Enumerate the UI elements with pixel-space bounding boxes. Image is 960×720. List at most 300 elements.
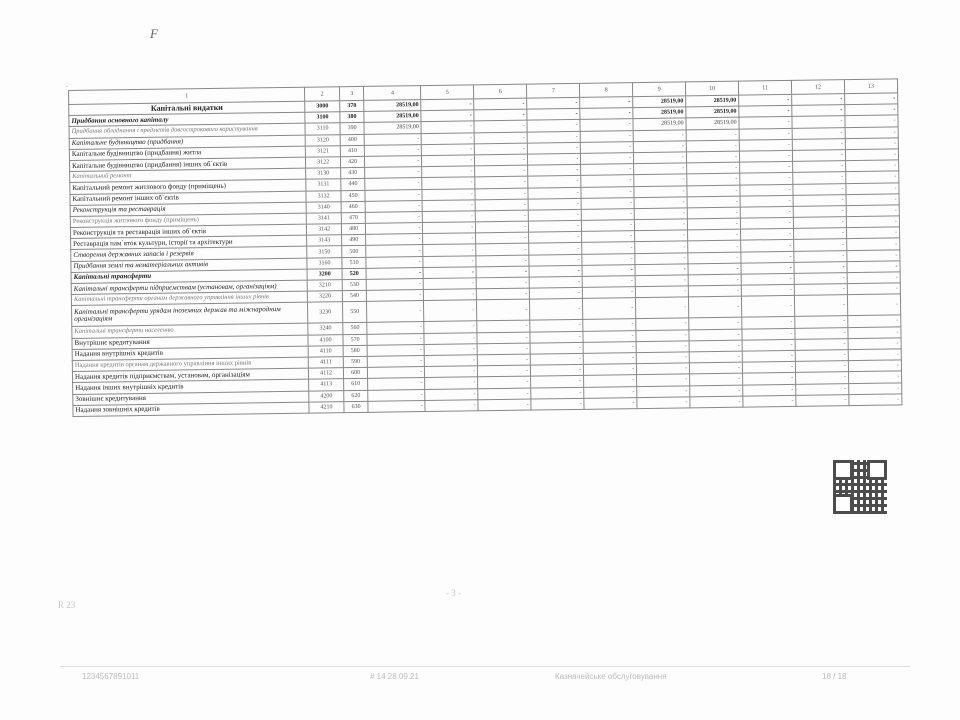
value-cell: - xyxy=(423,255,476,267)
value-cell: 28519,00 xyxy=(364,122,421,134)
value-cell: - xyxy=(742,339,795,351)
value-cell: - xyxy=(423,267,476,279)
economic-code: 3240 xyxy=(308,323,343,335)
value-cell: - xyxy=(528,198,581,210)
line-code: 610 xyxy=(343,379,368,391)
value-cell: - xyxy=(689,340,742,352)
value-cell: - xyxy=(365,167,422,179)
value-cell: - xyxy=(365,189,422,201)
value-cell: - xyxy=(689,296,742,318)
value-cell: - xyxy=(423,222,476,234)
value-cell: - xyxy=(581,208,634,220)
value-cell: - xyxy=(795,338,848,350)
value-cell: - xyxy=(845,93,898,105)
value-cell: - xyxy=(848,371,901,383)
value-cell: - xyxy=(475,165,528,177)
value-cell: - xyxy=(582,253,635,265)
value-cell: - xyxy=(475,199,528,211)
value-cell: - xyxy=(366,245,423,257)
value-cell: - xyxy=(474,132,527,144)
row-label: Реконструкція та реставрація інших об`єктів xyxy=(70,224,306,238)
value-cell: - xyxy=(792,138,845,150)
value-cell: - xyxy=(476,255,529,267)
value-cell: - xyxy=(794,228,847,240)
value-cell: - xyxy=(421,99,474,111)
value-cell: - xyxy=(529,276,582,288)
value-cell: - xyxy=(846,205,899,217)
value-cell: - xyxy=(792,105,845,117)
value-cell: - xyxy=(581,186,634,198)
value-cell: - xyxy=(531,387,584,399)
line-code: 570 xyxy=(343,334,368,346)
value-cell: - xyxy=(527,131,580,143)
column-header: 4 xyxy=(364,86,421,101)
value-cell: - xyxy=(741,240,794,252)
value-cell: - xyxy=(528,187,581,199)
value-cell: - xyxy=(529,220,582,232)
value-cell: - xyxy=(743,373,796,385)
row-label: Внутрішнє кредитування xyxy=(72,335,308,349)
value-cell: - xyxy=(531,376,584,388)
value-cell: - xyxy=(794,295,847,317)
value-cell: - xyxy=(845,104,898,116)
value-cell: - xyxy=(795,316,848,328)
value-cell: - xyxy=(581,164,634,176)
line-code: 540 xyxy=(342,291,367,303)
value-cell: - xyxy=(847,261,900,273)
value-cell: - xyxy=(530,353,583,365)
value-cell: - xyxy=(794,250,847,262)
value-cell: - xyxy=(845,115,898,127)
value-cell: - xyxy=(422,166,475,178)
value-cell: - xyxy=(478,365,531,377)
value-cell: - xyxy=(792,94,845,106)
column-header: 7 xyxy=(527,83,580,98)
line-code: 380 xyxy=(340,112,365,124)
value-cell: - xyxy=(368,355,425,367)
value-cell: - xyxy=(793,183,846,195)
line-code: 450 xyxy=(341,190,366,202)
faded-text: R 23 xyxy=(58,600,76,610)
value-cell: - xyxy=(847,250,900,262)
value-cell: - xyxy=(424,300,477,322)
value-cell: - xyxy=(477,343,530,355)
value-cell: - xyxy=(582,276,635,288)
value-cell: - xyxy=(424,332,477,344)
value-cell: 28519,00 xyxy=(686,106,739,118)
value-cell: - xyxy=(637,397,690,409)
column-header: 13 xyxy=(844,79,897,94)
value-cell: - xyxy=(688,285,741,297)
value-cell: - xyxy=(848,338,901,350)
value-cell: - xyxy=(793,194,846,206)
value-cell: - xyxy=(365,144,422,156)
value-cell: - xyxy=(582,264,635,276)
value-cell: - xyxy=(687,207,740,219)
line-code: 490 xyxy=(341,235,366,247)
row-label: Капітальні трансферти населенню xyxy=(72,324,308,338)
value-cell: - xyxy=(581,153,634,165)
value-cell: - xyxy=(635,241,688,253)
value-cell: - xyxy=(477,332,530,344)
value-cell: - xyxy=(848,315,901,327)
value-cell: - xyxy=(636,352,689,364)
value-cell: - xyxy=(636,318,689,330)
line-code: 520 xyxy=(342,268,367,280)
value-cell: - xyxy=(476,210,529,222)
value-cell: - xyxy=(741,262,794,274)
value-cell: - xyxy=(476,221,529,233)
economic-code: 3230 xyxy=(308,302,343,323)
value-cell: - xyxy=(796,372,849,384)
value-cell: - xyxy=(635,264,688,276)
row-label: Капітальні видатки xyxy=(69,101,305,115)
value-cell: - xyxy=(740,195,793,207)
value-cell: - xyxy=(365,178,422,190)
line-code: 560 xyxy=(343,323,368,335)
value-cell: - xyxy=(690,373,743,385)
value-cell: - xyxy=(846,227,899,239)
value-cell: - xyxy=(366,267,423,279)
table-container xyxy=(68,78,903,470)
value-cell: - xyxy=(633,129,686,141)
row-label: Надання інших внутрішніх кредитів xyxy=(73,379,309,393)
economic-code: 3120 xyxy=(305,134,340,146)
value-cell: - xyxy=(531,398,584,410)
value-cell: - xyxy=(846,216,899,228)
value-cell: - xyxy=(580,108,633,120)
economic-code: 3100 xyxy=(305,112,340,124)
budget-table xyxy=(68,78,902,416)
row-label: Зовнішнє кредитування xyxy=(73,391,309,405)
row-label: Надання зовнішніх кредитів xyxy=(73,402,309,416)
value-cell: - xyxy=(364,133,421,145)
value-cell: - xyxy=(742,350,795,362)
line-code: 620 xyxy=(344,390,369,402)
row-label: Капітальне будівництво (придбання) інших об`єктів xyxy=(69,157,305,171)
column-header: 9 xyxy=(633,82,686,97)
value-cell: - xyxy=(421,121,474,133)
value-cell: - xyxy=(477,288,530,300)
value-cell: - xyxy=(423,233,476,245)
row-label: Реконструкція та реставрація xyxy=(70,202,306,216)
value-cell: - xyxy=(422,200,475,212)
footer-page: 18 / 18 xyxy=(822,672,847,681)
economic-code: 4110 xyxy=(308,345,343,357)
value-cell: - xyxy=(584,397,637,409)
value-cell: - xyxy=(795,350,848,362)
value-cell: - xyxy=(845,138,898,150)
value-cell: - xyxy=(743,395,796,407)
value-cell: - xyxy=(368,389,425,401)
economic-code: 3141 xyxy=(307,213,342,225)
value-cell: - xyxy=(425,377,478,389)
value-cell: - xyxy=(583,319,636,331)
column-header: 2 xyxy=(305,87,340,101)
value-cell: - xyxy=(636,329,689,341)
footer-date: # 14 28.09.21 xyxy=(370,672,419,681)
column-header: 6 xyxy=(474,84,527,99)
value-cell: - xyxy=(476,232,529,244)
value-cell: - xyxy=(635,230,688,242)
value-cell: - xyxy=(583,287,636,299)
row-label: Капітальні трансферти урядам іноземних держав та міжнародним організаціям xyxy=(72,303,309,327)
line-code: 390 xyxy=(340,123,365,135)
economic-code: 3000 xyxy=(305,101,340,113)
economic-code: 3130 xyxy=(306,168,341,180)
row-label: Капітальний ремонт інших об`єктів xyxy=(70,191,306,205)
value-cell: - xyxy=(793,206,846,218)
value-cell: - xyxy=(530,299,583,321)
economic-code: 3210 xyxy=(307,280,342,292)
value-cell: - xyxy=(475,154,528,166)
value-cell: - xyxy=(424,289,477,301)
value-cell: - xyxy=(687,173,740,185)
value-cell: - xyxy=(793,161,846,173)
line-code: 470 xyxy=(341,212,366,224)
line-code: 460 xyxy=(341,201,366,213)
value-cell: - xyxy=(795,361,848,373)
value-cell: - xyxy=(687,185,740,197)
value-cell: - xyxy=(422,155,475,167)
value-cell: - xyxy=(688,241,741,253)
value-cell: - xyxy=(633,141,686,153)
value-cell: - xyxy=(475,143,528,155)
value-cell: 28519,00 xyxy=(686,95,739,107)
value-cell: - xyxy=(583,330,636,342)
economic-code: 4112 xyxy=(309,368,344,380)
row-label: Надання кредитів підприємствам, установам, організаціям xyxy=(72,368,308,382)
value-cell: - xyxy=(845,149,898,161)
value-cell: - xyxy=(635,286,688,298)
handwritten-mark: F xyxy=(150,26,158,41)
row-label: Капітальний ремонт житлового фонду (приміщень) xyxy=(70,179,306,193)
value-cell: - xyxy=(795,327,848,339)
value-cell: - xyxy=(367,290,424,302)
value-cell: 28519,00 xyxy=(364,111,421,123)
value-cell: - xyxy=(367,279,424,291)
value-cell: - xyxy=(686,140,739,152)
value-cell: - xyxy=(423,211,476,223)
column-header: 5 xyxy=(421,85,474,100)
value-cell: - xyxy=(581,175,634,187)
value-cell: - xyxy=(794,284,847,296)
value-cell: - xyxy=(635,275,688,287)
economic-code: 4100 xyxy=(308,334,343,346)
value-cell: - xyxy=(794,261,847,273)
value-cell: - xyxy=(689,329,742,341)
economic-code: 4111 xyxy=(309,357,344,369)
value-cell: - xyxy=(582,220,635,232)
value-cell: - xyxy=(580,141,633,153)
value-cell: - xyxy=(584,375,637,387)
value-cell: - xyxy=(366,223,423,235)
row-label: Надання кредитів органам державного управління інших рівнів xyxy=(72,357,308,371)
value-cell: - xyxy=(474,98,527,110)
row-label: Капітальне будівництво (придбання) житла xyxy=(69,146,305,160)
line-code: 480 xyxy=(341,223,366,235)
value-cell: 28519,00 xyxy=(633,96,686,108)
qr-code-image xyxy=(833,460,887,514)
value-cell: - xyxy=(847,238,900,250)
line-code: 580 xyxy=(343,345,368,357)
value-cell: - xyxy=(634,208,687,220)
value-cell: - xyxy=(368,378,425,390)
table-body xyxy=(69,93,902,416)
value-cell: - xyxy=(848,349,901,361)
line-code: 500 xyxy=(342,246,367,258)
value-cell: - xyxy=(527,97,580,109)
value-cell: - xyxy=(742,296,795,318)
value-cell: - xyxy=(688,263,741,275)
value-cell: - xyxy=(742,361,795,373)
value-cell: - xyxy=(580,130,633,142)
value-cell: - xyxy=(634,174,687,186)
footer-divider xyxy=(60,666,910,667)
value-cell: - xyxy=(739,139,792,151)
value-cell: - xyxy=(423,244,476,256)
column-header: 3 xyxy=(339,86,364,100)
value-cell: - xyxy=(478,354,531,366)
value-cell: - xyxy=(740,184,793,196)
economic-code: 3110 xyxy=(305,123,340,135)
value-cell: - xyxy=(687,218,740,230)
value-cell: - xyxy=(425,366,478,378)
value-cell: - xyxy=(689,351,742,363)
value-cell: 28519,00 xyxy=(633,118,686,130)
row-label: Надання внутрішніх кредитів xyxy=(72,346,308,360)
value-cell: - xyxy=(634,197,687,209)
value-cell: - xyxy=(581,197,634,209)
value-cell: - xyxy=(688,229,741,241)
value-cell: - xyxy=(846,182,899,194)
row-label: Капітальне будівництво (придбання) xyxy=(69,135,305,149)
value-cell: - xyxy=(424,278,477,290)
line-code: 370 xyxy=(340,100,365,112)
value-cell: - xyxy=(529,254,582,266)
row-label: Реставрація пам`яток культури, історії та архітектури xyxy=(71,235,307,249)
value-cell: - xyxy=(421,132,474,144)
value-cell: - xyxy=(477,320,530,332)
value-cell: - xyxy=(424,344,477,356)
value-cell: - xyxy=(741,251,794,263)
economic-code: 3200 xyxy=(307,269,342,281)
economic-code: 3121 xyxy=(306,145,341,157)
scan-dot: . xyxy=(66,80,68,89)
value-cell: - xyxy=(584,364,637,376)
value-cell: - xyxy=(367,344,424,356)
value-cell: - xyxy=(476,266,529,278)
value-cell: - xyxy=(792,116,845,128)
column-header: 8 xyxy=(580,83,633,98)
value-cell: - xyxy=(742,317,795,329)
value-cell: - xyxy=(637,385,690,397)
value-cell: - xyxy=(743,384,796,396)
value-cell: - xyxy=(530,342,583,354)
value-cell: - xyxy=(425,388,478,400)
economic-code: 3131 xyxy=(306,179,341,191)
value-cell: - xyxy=(475,188,528,200)
value-cell: - xyxy=(475,176,528,188)
value-cell: - xyxy=(425,399,478,411)
row-label: Створення державних запасів і резервів xyxy=(71,247,307,261)
value-cell: - xyxy=(584,386,637,398)
economic-code: 4200 xyxy=(309,390,344,402)
value-cell: - xyxy=(796,394,849,406)
column-header: 10 xyxy=(686,81,739,96)
economic-code: 3132 xyxy=(306,190,341,202)
value-cell: - xyxy=(739,117,792,129)
value-cell: - xyxy=(366,234,423,246)
value-cell: - xyxy=(794,239,847,251)
value-cell: - xyxy=(740,206,793,218)
row-label: Придбання землі та нематеріальних активів xyxy=(71,258,307,272)
value-cell: - xyxy=(425,355,478,367)
faded-text: - 3 - xyxy=(446,588,461,598)
value-cell: - xyxy=(424,321,477,333)
value-cell: - xyxy=(637,363,690,375)
value-cell: - xyxy=(741,229,794,241)
value-cell: - xyxy=(690,396,743,408)
value-cell: - xyxy=(529,265,582,277)
value-cell: - xyxy=(848,360,901,372)
value-cell: - xyxy=(634,163,687,175)
economic-code: 3220 xyxy=(308,291,343,303)
column-header: 12 xyxy=(791,80,844,95)
value-cell: - xyxy=(422,144,475,156)
value-cell: - xyxy=(529,232,582,244)
value-cell: - xyxy=(529,243,582,255)
economic-code: 4113 xyxy=(309,379,344,391)
value-cell: - xyxy=(476,277,529,289)
value-cell: - xyxy=(687,162,740,174)
row-label: Капітальні трансферти підприємствам (установам, організаціям) xyxy=(71,280,307,294)
value-cell: - xyxy=(740,217,793,229)
value-cell: - xyxy=(531,364,584,376)
value-cell: - xyxy=(528,176,581,188)
value-cell: - xyxy=(741,285,794,297)
value-cell: - xyxy=(636,297,689,319)
value-cell: - xyxy=(527,109,580,121)
value-cell: - xyxy=(583,341,636,353)
value-cell: - xyxy=(848,326,901,338)
value-cell: - xyxy=(421,110,474,122)
value-cell: - xyxy=(634,152,687,164)
value-cell: - xyxy=(528,142,581,154)
row-label: Капітальні трансферти xyxy=(71,269,307,283)
line-code: 440 xyxy=(341,179,366,191)
column-header: 1 xyxy=(69,87,305,104)
value-cell: - xyxy=(740,173,793,185)
economic-code: 3150 xyxy=(307,246,342,258)
economic-code: 3122 xyxy=(306,157,341,169)
value-cell: - xyxy=(846,171,899,183)
value-cell: - xyxy=(742,328,795,340)
value-cell: - xyxy=(846,194,899,206)
value-cell: - xyxy=(528,209,581,221)
footer-service: Казначейське обслуговування xyxy=(555,672,667,681)
value-cell: - xyxy=(689,362,742,374)
value-cell: - xyxy=(365,200,422,212)
value-cell: - xyxy=(528,153,581,165)
value-cell: - xyxy=(530,320,583,332)
value-cell: - xyxy=(478,399,531,411)
value-cell: - xyxy=(474,120,527,132)
value-cell: - xyxy=(689,317,742,329)
value-cell: - xyxy=(477,299,530,321)
line-code: 420 xyxy=(340,156,365,168)
value-cell: - xyxy=(583,353,636,365)
